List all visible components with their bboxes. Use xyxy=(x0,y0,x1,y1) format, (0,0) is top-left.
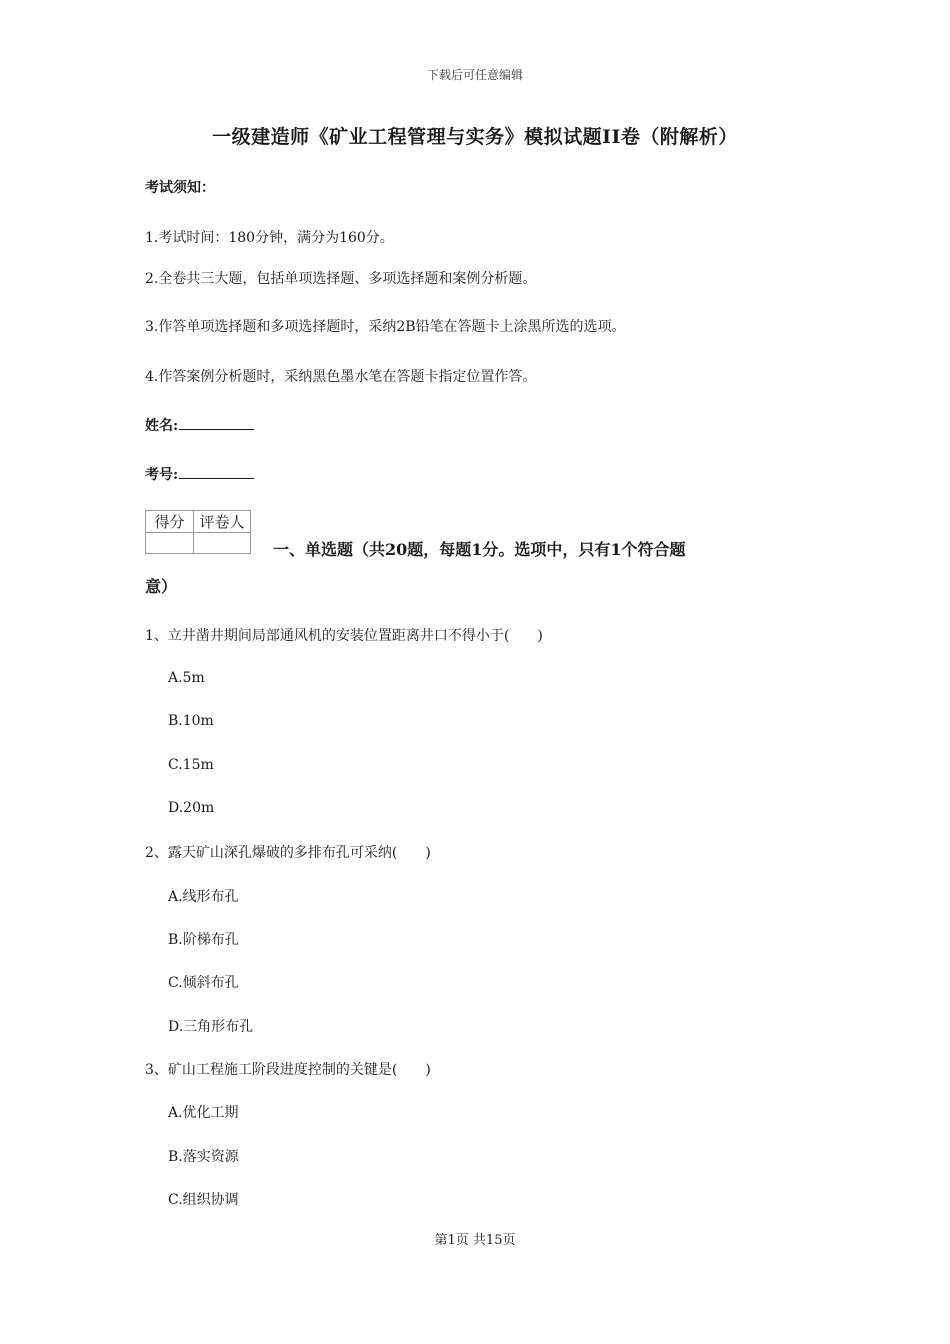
score-cell xyxy=(146,533,194,554)
question-1: 1、立井凿井期间局部通风机的安装位置距离井口不得小于( ) xyxy=(145,628,543,644)
page-footer: 第1页 共15页 xyxy=(434,1233,516,1248)
notice-item: 1.考试时间：180分钟，满分为160分。 xyxy=(145,230,394,246)
score-header: 得分 xyxy=(146,511,194,533)
notice-item: 2.全卷共三大题，包括单项选择题、多项选择题和案例分析题。 xyxy=(145,271,537,287)
question-3-option-c: C.组织协调 xyxy=(168,1192,239,1208)
notice-heading: 考试须知： xyxy=(145,180,215,196)
grader-cell xyxy=(194,533,251,554)
name-blank-line xyxy=(179,415,254,430)
id-blank-line xyxy=(179,464,254,479)
section-heading-continued: 意） xyxy=(145,577,178,596)
document-title: 一级建造师《矿业工程管理与实务》模拟试题II卷（附解析） xyxy=(212,126,738,148)
header-note: 下载后可任意编辑 xyxy=(426,68,523,82)
notice-item: 3.作答单项选择题和多项选择题时，采纳2B铅笔在答题卡上涂黑所选的选项。 xyxy=(145,319,626,335)
id-label: 考号: xyxy=(145,467,179,483)
question-2-option-c: C.倾斜布孔 xyxy=(168,975,239,991)
score-table xyxy=(145,510,251,554)
name-label: 姓名: xyxy=(145,418,179,434)
section-heading: 一、单选题（共20题，每题1分。选项中，只有1个符合题 xyxy=(273,540,686,559)
question-3-option-a: A.优化工期 xyxy=(168,1105,239,1121)
id-field xyxy=(145,464,254,484)
notice-item: 4.作答案例分析题时，采纳黑色墨水笔在答题卡指定位置作答。 xyxy=(145,369,537,385)
question-2-option-d: D.三角形布孔 xyxy=(168,1019,254,1035)
question-2-option-b: B.阶梯布孔 xyxy=(168,932,239,948)
question-1-option-d: D.20m xyxy=(168,800,215,816)
grader-header: 评卷人 xyxy=(194,511,251,533)
question-1-option-a: A.5m xyxy=(168,670,205,686)
question-1-option-c: C.15m xyxy=(168,757,214,773)
question-3-option-b: B.落实资源 xyxy=(168,1149,239,1165)
question-2: 2、露天矿山深孔爆破的多排布孔可采纳( ) xyxy=(145,845,431,861)
name-field xyxy=(145,415,254,435)
question-1-option-b: B.10m xyxy=(168,713,214,729)
question-2-option-a: A.线形布孔 xyxy=(168,889,239,905)
question-3: 3、矿山工程施工阶段进度控制的关键是( ) xyxy=(145,1062,431,1078)
